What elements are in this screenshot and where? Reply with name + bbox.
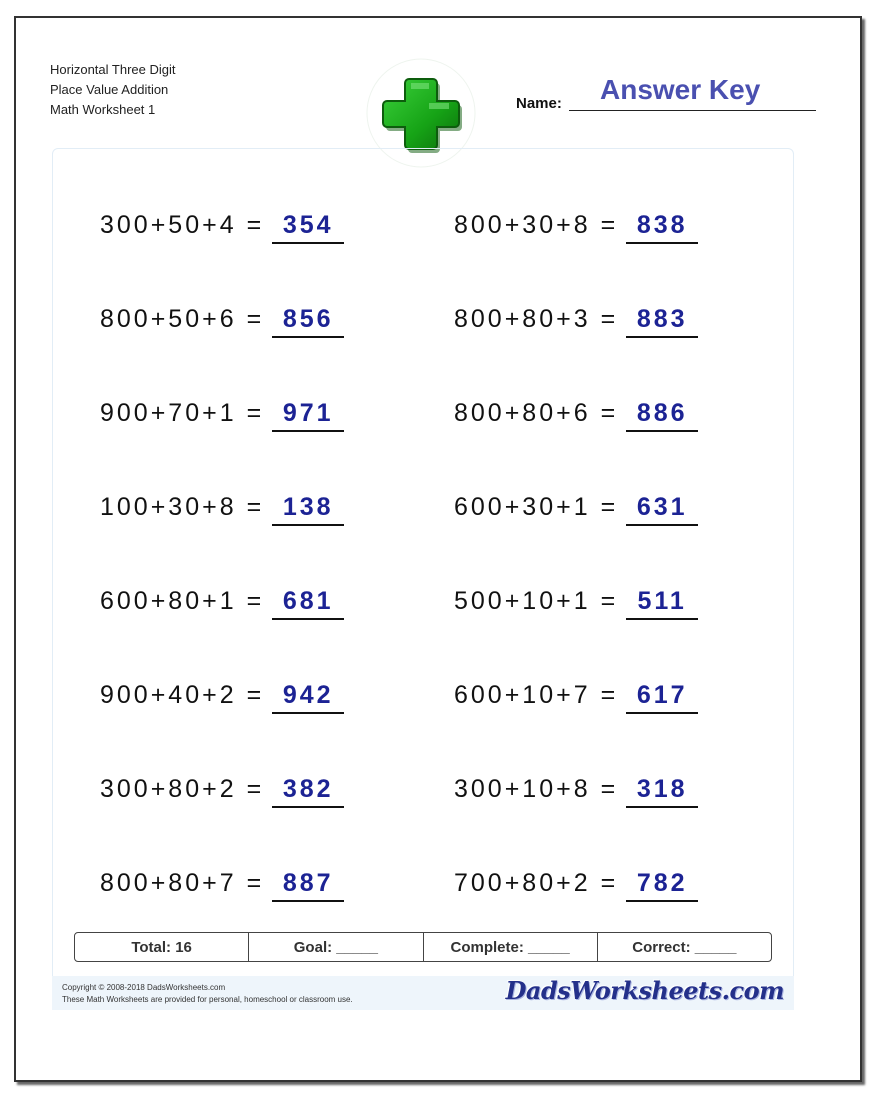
problem-answer: 838 (626, 211, 698, 244)
problem-equation: 600+10+7 = (454, 681, 619, 709)
problem-answer: 681 (272, 587, 344, 620)
problem-answer: 886 (626, 399, 698, 432)
problem-answer: 318 (626, 775, 698, 808)
problem (100, 493, 344, 526)
title-line-2: Place Value Addition (50, 82, 169, 97)
problem-answer: 883 (626, 305, 698, 338)
problem (100, 681, 344, 714)
problem-equation: 800+50+6 = (100, 305, 265, 333)
title-line-1: Horizontal Three Digit (50, 62, 176, 77)
copyright-line: Copyright © 2008-2018 DadsWorksheets.com (62, 983, 226, 992)
problem-row (100, 587, 740, 627)
problem-equation: 300+50+4 = (100, 211, 265, 239)
problem-answer: 942 (272, 681, 344, 714)
problem-answer: 511 (626, 587, 698, 620)
worksheet-title (50, 60, 175, 120)
problem (454, 211, 698, 244)
problem-answer: 631 (626, 493, 698, 526)
problem-equation: 300+10+8 = (454, 775, 619, 803)
problem-answer: 782 (626, 869, 698, 902)
total-cell: Total: 16 (75, 933, 249, 961)
problem-row (100, 211, 740, 251)
problem (100, 399, 344, 432)
problem (454, 399, 698, 432)
correct-cell: Correct: _____ (632, 938, 737, 956)
problem-equation: 600+30+1 = (454, 493, 619, 521)
problem-equation: 800+30+8 = (454, 211, 619, 239)
problem-answer: 856 (272, 305, 344, 338)
name-label: Name: (516, 95, 562, 112)
problem-equation: 300+80+2 = (100, 775, 265, 803)
problem-row (100, 399, 740, 439)
problem-row (100, 775, 740, 815)
problem-answer: 971 (272, 399, 344, 432)
problem (100, 305, 344, 338)
problem (100, 775, 344, 808)
problem-answer: 138 (272, 493, 344, 526)
problem (100, 869, 344, 902)
problem-equation: 700+80+2 = (454, 869, 619, 897)
problem-answer: 887 (272, 869, 344, 902)
problem-equation: 900+70+1 = (100, 399, 265, 427)
problem (454, 587, 698, 620)
problem-equation: 600+80+1 = (100, 587, 265, 615)
problem-equation: 500+10+1 = (454, 587, 619, 615)
problem-row (100, 681, 740, 721)
problem-equation: 100+30+8 = (100, 493, 265, 521)
problem (100, 587, 344, 620)
complete-cell: Complete: _____ (424, 933, 598, 961)
problem-answer: 617 (626, 681, 698, 714)
problem (454, 775, 698, 808)
copyright (62, 982, 353, 1006)
title-line-3: Math Worksheet 1 (50, 102, 156, 117)
problem (100, 211, 344, 244)
problem-equation: 900+40+2 = (100, 681, 265, 709)
footer (52, 976, 794, 1010)
usage-notice: These Math Worksheets are provided for personal, homeschool or classroom use. (62, 995, 353, 1004)
problem (454, 681, 698, 714)
problem-answer: 354 (272, 211, 344, 244)
goal-cell: Goal: _____ (249, 933, 423, 961)
problem-equation: 800+80+6 = (454, 399, 619, 427)
problem-equation: 800+80+7 = (100, 869, 265, 897)
name-field-line (569, 110, 816, 111)
answer-key-text: Answer Key (600, 74, 761, 105)
problem-row (100, 305, 740, 345)
site-logo: DadsWorksheets.com (505, 976, 784, 1005)
problem (454, 305, 698, 338)
problem-row (100, 493, 740, 533)
problem-row (100, 869, 740, 909)
problem-answer: 382 (272, 775, 344, 808)
problem (454, 869, 698, 902)
problem (454, 493, 698, 526)
problem-equation: 800+80+3 = (454, 305, 619, 333)
score-bar (74, 932, 772, 962)
